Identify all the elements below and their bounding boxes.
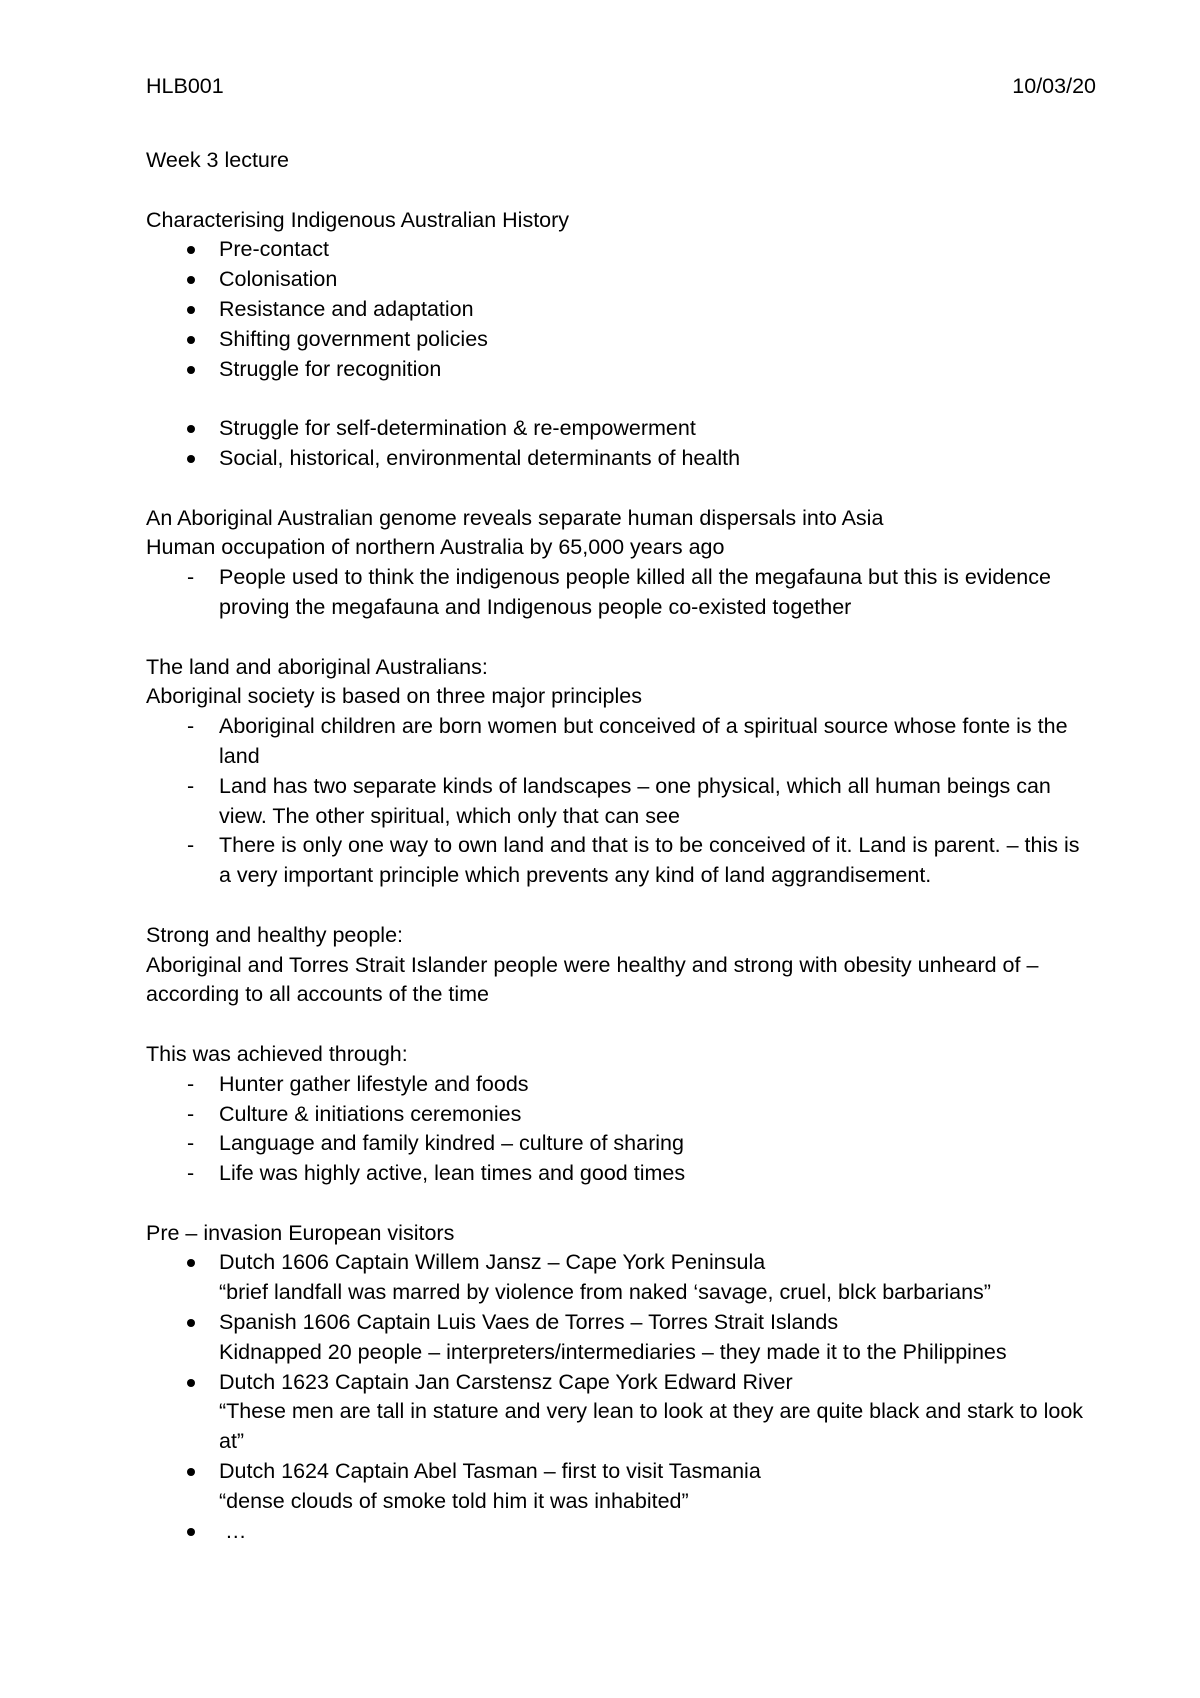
dash-marker: - <box>187 565 195 590</box>
course-code: HLB001 <box>146 74 224 98</box>
bullet-icon <box>187 1379 195 1387</box>
bullet-icon <box>187 366 195 374</box>
dash-marker: - <box>187 714 195 739</box>
dash-list <box>146 1070 1086 1189</box>
dash-marker: - <box>187 833 195 858</box>
bullet-list <box>146 235 1086 384</box>
section-heading: Pre – invasion European visitors <box>146 1220 455 1245</box>
dash-list <box>146 563 1086 623</box>
list-item: - Language and family kindred – culture of sharing <box>146 1129 1086 1159</box>
dash-marker: - <box>187 1161 195 1186</box>
section-heading: This was achieved through: <box>146 1041 408 1066</box>
list-item: - Aboriginal children are born women but conceived of a spiritual source whose fonte is the land <box>187 714 1068 768</box>
dash-marker: - <box>187 1131 195 1156</box>
text-line: Human occupation of northern Australia by 65,000 years ago <box>146 535 725 560</box>
dash-marker: - <box>187 773 195 798</box>
bullet-icon <box>187 455 195 463</box>
list-item: Social, historical, environmental determinants of health <box>146 444 1086 474</box>
list-item: Dutch 1624 Captain Abel Tasman – first to visit Tasmania “dense clouds of smoke told him it was inhabited” <box>146 1457 1086 1517</box>
bullet-icon <box>187 1468 195 1476</box>
list-item: Colonisation <box>146 265 1086 295</box>
paragraph: Aboriginal and Torres Strait Islander people were healthy and strong with obesity unheard of – according to all accounts of the time <box>146 952 1039 1007</box>
list-item: Struggle for self-determination & re-empowerment <box>146 414 1086 444</box>
dash-list <box>146 712 1086 891</box>
dash-marker: - <box>187 1101 195 1126</box>
bullet-list <box>146 1248 1086 1546</box>
list-item: - People used to think the indigenous people killed all the megafauna but this is evidence proving the megafauna and Indigenous people co-existed together <box>187 565 1051 619</box>
page-header <box>146 74 1096 104</box>
bullet-icon <box>187 1259 195 1267</box>
lecture-title: Week 3 lecture <box>146 148 290 172</box>
list-item: - Life was highly active, lean times and good times <box>146 1159 1086 1189</box>
bullet-icon <box>187 246 195 254</box>
bullet-icon <box>187 1528 195 1536</box>
bullet-icon <box>187 1319 195 1327</box>
text-line: An Aboriginal Australian genome reveals separate human dispersals into Asia <box>146 505 884 530</box>
list-item: - There is only one way to own land and that is to be conceived of it. Land is parent. – this is a very important principle which prevents any kind of land aggrandisement. <box>187 833 1080 888</box>
list-item: Dutch 1623 Captain Jan Carstensz Cape York Edward River “These men are tall in stature and very lean to look at they are quite black and stark to look at” <box>146 1368 1086 1457</box>
list-item: Shifting government policies <box>146 325 1086 355</box>
bullet-icon <box>187 425 195 433</box>
section-heading: The land and aboriginal Australians: <box>146 654 488 679</box>
bullet-icon <box>187 276 195 284</box>
list-item: - Hunter gather lifestyle and foods <box>146 1070 1086 1100</box>
section-heading: Characterising Indigenous Australian History <box>146 207 570 232</box>
bullet-icon <box>187 306 195 314</box>
list-item: Resistance and adaptation <box>146 295 1086 325</box>
list-item: … <box>146 1517 1086 1547</box>
header-date: 10/03/20 <box>1012 74 1096 98</box>
list-item: Dutch 1606 Captain Willem Jansz – Cape York Peninsula “brief landfall was marred by violence from naked ‘savage, cruel, blck barbarians” <box>146 1248 1086 1308</box>
list-item: - Land has two separate kinds of landscapes – one physical, which all human beings can view. The other spiritual, which only that can see <box>187 773 1051 828</box>
bullet-list <box>146 414 1086 474</box>
list-item: Struggle for recognition <box>146 355 1086 385</box>
list-item: - Culture & initiations ceremonies <box>146 1100 1086 1130</box>
list-item: Spanish 1606 Captain Luis Vaes de Torres – Torres Strait Islands Kidnapped 20 people – interpreters/intermediaries – they made it to the Philippines <box>146 1308 1086 1368</box>
section-heading: Strong and healthy people: <box>146 922 404 947</box>
document-body <box>146 146 1086 1546</box>
dash-marker: - <box>187 1071 195 1096</box>
list-item: Pre-contact <box>146 235 1086 265</box>
bullet-icon <box>187 336 195 344</box>
section-subheading: Aboriginal society is based on three major principles <box>146 684 642 709</box>
